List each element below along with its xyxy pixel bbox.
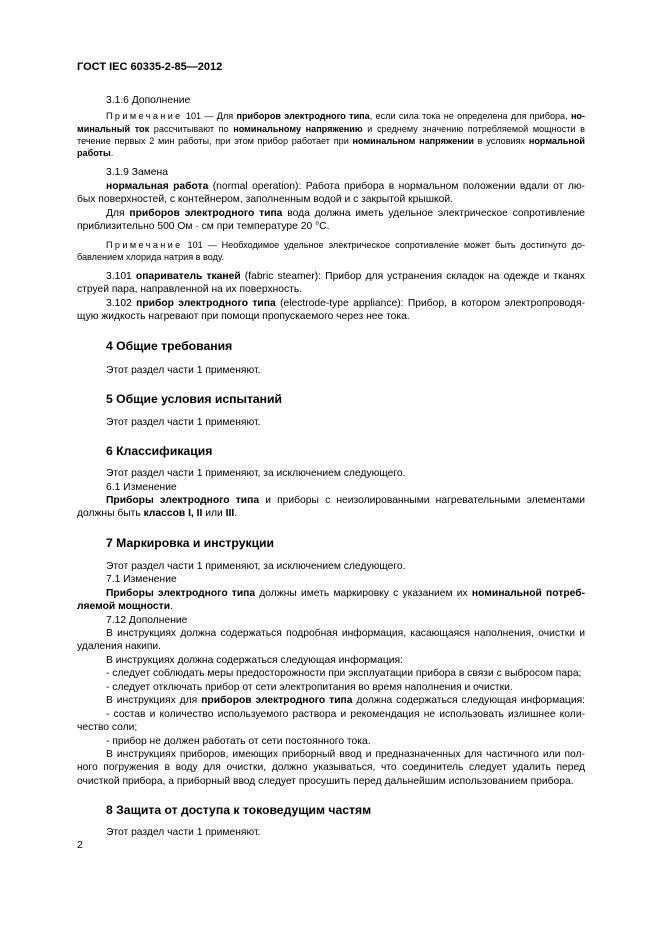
- clause-3-1-6-title: 3.1.6 Дополнение: [106, 95, 191, 106]
- list-item-continuation: чество соли;: [77, 722, 138, 733]
- section-4-text: Этот раздел части 1 применяют.: [106, 365, 261, 376]
- list-item: - следует отключать прибор от сети электропитания во время наполнения и очистки.: [106, 682, 513, 693]
- section-7-12-p2: В инструкциях должна содержаться следующая информация:: [106, 655, 403, 666]
- section-7-12-p4-line3: очисткой прибора, а приборный ввод следует просушить перед дальнейшим использованием прибора.: [77, 776, 574, 787]
- note-label: Примечание: [106, 111, 183, 121]
- note-3-1-6-line2: минальный ток рассчитывают по номинальному напряжению и среднему значению потребляемой мощности в: [77, 124, 585, 134]
- clause-3-102-line2: щую жидкость нагревают при помощи пропускаемого через нее тока.: [77, 311, 410, 322]
- section-7-text: Этот раздел части 1 применяют, за исключением следующего.: [106, 561, 406, 572]
- clause-3-1-9-line4: приблизительно 500 Ом · см при температуре 20 °С.: [77, 221, 330, 232]
- note-3-1-6-line4: работы.: [77, 148, 114, 158]
- section-4-heading: 4 Общие требования: [106, 339, 233, 353]
- section-7-heading: 7 Маркировка и инструкции: [106, 536, 275, 550]
- page-number: 2: [77, 839, 83, 851]
- clause-3-102-line1: 3.102 прибор электродного типа (electrode-type appliance): Прибор, в котором электропроводя-: [106, 298, 585, 309]
- section-6-text: Этот раздел части 1 применяют, за исключением следующего.: [106, 468, 406, 479]
- section-6-heading: 6 Классификация: [106, 444, 213, 458]
- clause-3-1-9-title: 3.1.9 Замена: [106, 167, 168, 178]
- section-7-12-p4-line1: В инструкциях приборов, имеющих приборный ввод и предназначенных для частичного или пол-: [106, 749, 585, 760]
- section-8-text: Этот раздел части 1 применяют.: [106, 827, 261, 838]
- list-item: - следует соблюдать меры предосторожности при эксплуатации прибора в связи с выбросом пара;: [106, 668, 582, 679]
- clause-3-101-line2: струей пара, направленной на их поверхность.: [77, 284, 303, 295]
- section-7-12-p1-line1: В инструкциях должна содержаться подробная информация, касающаяся наполнения, очистки и: [106, 628, 585, 639]
- note-3-1-6-line3: течение первых 2 мин работы, при этом прибор работает при номинальном напряжении в условиях нормальной: [77, 136, 585, 146]
- section-7-1-title: 7.1 Изменение: [106, 574, 177, 585]
- section-6-1-title: 6.1 Изменение: [106, 482, 177, 493]
- section-7-12-p1-line2: удаления накипи.: [77, 641, 162, 652]
- clause-3-1-9-line3: Для приборов электродного типа вода должна иметь удельное электрическое сопротивление: [106, 208, 585, 219]
- note-3-1-6-line1: Примечание 101 — Для приборов электродного типа, если сила тока не определена для прибора, но-: [106, 111, 586, 121]
- section-5-text: Этот раздел части 1 применяют.: [106, 417, 261, 428]
- section-7-1-line2: ляемой мощности.: [77, 601, 173, 612]
- clause-3-101-line1: 3.101 опариватель тканей (fabric steamer): Прибор для устранения складок на одежде и тканях: [106, 271, 585, 282]
- section-7-12-title: 7.12 Дополнение: [106, 615, 188, 626]
- section-7-12-p3: В инструкциях для приборов электродного типа должна содержаться следующая информация:: [106, 695, 586, 706]
- standard-header: ГОСТ IEC 60335-2-85—2012: [77, 61, 223, 73]
- section-7-1-line1: Приборы электродного типа должны иметь маркировку с указанием их номинальной потреб-: [106, 588, 585, 599]
- section-7-12-p4-line2: ного погружения в воду для очистки, должно указываться, что соединитель следует удалить перед: [77, 762, 585, 773]
- section-6-1-line2: должны быть классов I, II или III.: [77, 508, 238, 519]
- list-item: - состав и количество используемого раствора и рекомендация не использовать излишнее коли-: [106, 709, 585, 720]
- clause-3-1-9-line1: нормальная работа (normal operation): Работа прибора в нормальном положении вдали от лю-: [106, 181, 585, 192]
- section-8-heading: 8 Защита от доступа к токоведущим частям: [106, 803, 372, 817]
- list-item: - прибор не должен работать от сети постоянного тока.: [106, 736, 371, 747]
- section-5-heading: 5 Общие условия испытаний: [106, 392, 283, 406]
- note-3-1-9-line2: бавлением хлорида натрия в воду.: [77, 252, 225, 262]
- note-label: Примечание: [106, 240, 183, 250]
- note-3-1-9-line1: Примечание 101 — Необходимое удельное электрическое сопротивление может быть достигнуто до-: [106, 240, 585, 250]
- clause-3-1-9-line2: бых поверхностей, с контейнером, заполненным водой и с закрытой крышкой.: [77, 194, 453, 205]
- section-6-1-line1: Приборы электродного типа и приборы с неизолированными нагревательными элементами: [106, 495, 585, 506]
